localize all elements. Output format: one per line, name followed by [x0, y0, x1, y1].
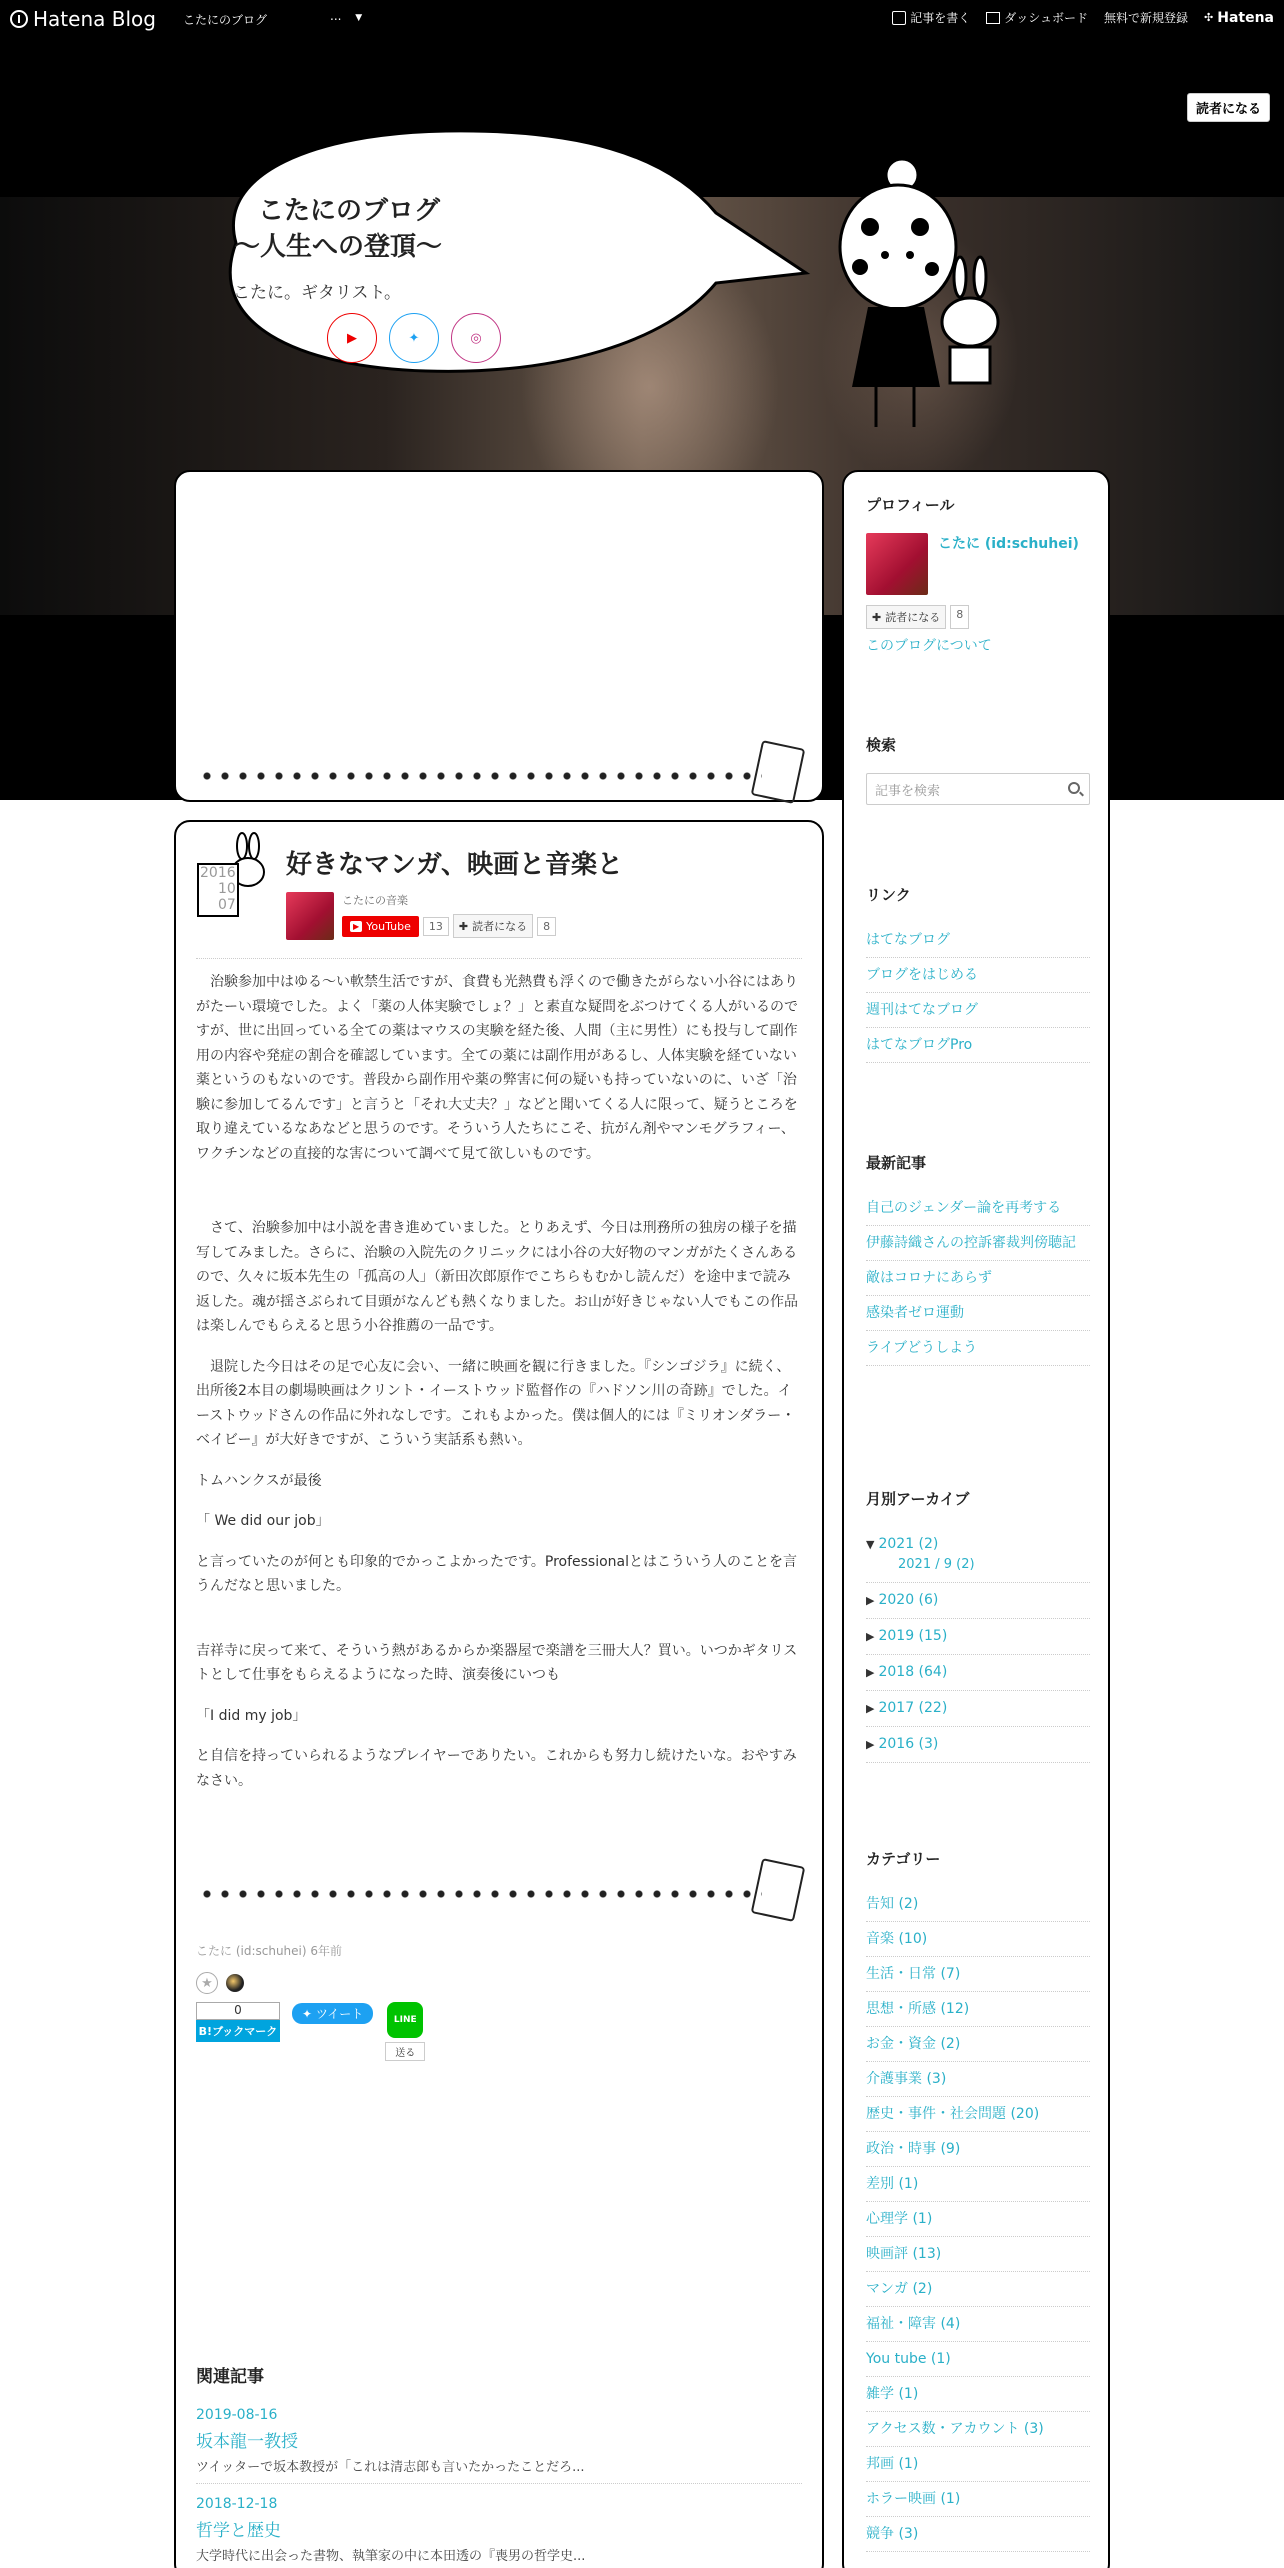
header-blog-name[interactable]: こたにのブログ	[183, 13, 268, 27]
category-item[interactable]: 生活・日常 (7)	[866, 1957, 1090, 1992]
hatena-logo-icon	[10, 10, 28, 28]
category-item[interactable]: 告知 (2)	[866, 1887, 1090, 1922]
search-heading: 検索	[866, 736, 897, 754]
profile-module	[866, 494, 1090, 655]
category-item[interactable]: 映画評 (13)	[866, 2237, 1090, 2272]
links-heading: リンク	[866, 886, 911, 904]
profile-subscriber-count: 8	[950, 605, 969, 629]
entry-title[interactable]: 好きなマンガ、映画と音楽と	[286, 850, 623, 880]
related-title[interactable]: 坂本龍一教授	[196, 2432, 298, 2452]
dashboard-label: ダッシュボード	[1004, 11, 1088, 25]
related-entries	[196, 2362, 802, 2568]
archive-month[interactable]: 2021 / 9 (2)	[898, 1557, 975, 1572]
youtube-label: YouTube	[366, 919, 411, 933]
speech-bubble	[196, 113, 816, 383]
dotted-divider	[198, 1890, 762, 1898]
bookmark-count: 0	[196, 2002, 280, 2020]
triangle-down-icon: ▼	[866, 1538, 875, 1551]
blog-title[interactable]	[234, 193, 442, 265]
hatena-label: Hatena	[1217, 9, 1274, 26]
instagram-icon[interactable]: ◎	[451, 313, 501, 363]
category-item[interactable]: 邦画 (1)	[866, 2447, 1090, 2482]
write-label: 記事を書く	[910, 11, 971, 25]
related-excerpt: 大学時代に出会った書物、執筆家の中に本田透の『喪男の哲学史...	[196, 2549, 586, 2564]
tag-icon	[751, 740, 806, 804]
related-date[interactable]: 2018-12-18	[196, 2496, 278, 2512]
triangle-right-icon: ▶	[866, 1666, 875, 1679]
character-illustration	[790, 147, 1070, 447]
blog-title-line1: こたにのブログ	[258, 196, 441, 226]
recent-entries-module	[866, 1152, 1090, 1366]
archive-year[interactable]	[866, 1655, 1090, 1691]
archive-year[interactable]	[866, 1619, 1090, 1655]
entry-paragraph: 「I did my job」	[196, 1707, 307, 1724]
profile-name[interactable]: こたに (id:schuhei)	[938, 536, 1079, 552]
entry-paragraph: 「 We did our job」	[196, 1513, 330, 1529]
archive-year[interactable]	[866, 1691, 1090, 1727]
entry-subscribe-button[interactable]	[453, 914, 533, 938]
category-item[interactable]: ホラー映画 (1)	[866, 2482, 1090, 2517]
profile-avatar[interactable]	[866, 533, 928, 595]
ad-area	[174, 470, 824, 802]
profile-subscribe-row	[866, 605, 1090, 629]
about-blog-link[interactable]: このブログについて	[866, 638, 992, 654]
category-item[interactable]: You tube (1)	[866, 2342, 1090, 2377]
related-excerpt: ツイッターで坂本教授が「これは清志郎も言いたかったことだろ...	[196, 2460, 585, 2475]
hatena-star-icon: ✣	[1204, 11, 1214, 24]
entry-meta-right	[342, 892, 556, 940]
youtube-play-icon: ▶	[350, 921, 362, 932]
profile-subscribe-label: 読者になる	[885, 611, 941, 624]
star-user-avatar[interactable]	[226, 1974, 244, 1992]
entry-content	[196, 970, 802, 1809]
categories-heading: カテゴリー	[866, 1850, 941, 1868]
archive-module	[866, 1488, 1090, 1763]
recent-item[interactable]: 伊藤詩織さんの控訴審裁判傍聴記	[866, 1226, 1090, 1261]
plus-icon: ✚	[872, 610, 882, 624]
pencil-icon	[892, 11, 906, 25]
category-item[interactable]: 福祉・障害 (4)	[866, 2307, 1090, 2342]
recent-item[interactable]: 感染者ゼロ運動	[866, 1296, 1090, 1331]
recent-list	[866, 1191, 1090, 1366]
line-label: LINE	[393, 2015, 417, 2025]
signup-link[interactable]: 無料で新規登録	[1104, 11, 1189, 25]
link-item[interactable]: はてなブログ	[866, 923, 1090, 958]
entry	[174, 820, 824, 2568]
add-star-icon[interactable]: ★	[196, 1972, 218, 1994]
dotted-divider	[198, 772, 762, 780]
category-item[interactable]: マンガ (2)	[866, 2272, 1090, 2307]
category-item[interactable]: アクセス数・アカウント (3)	[866, 2412, 1090, 2447]
dashboard-icon	[986, 12, 1000, 24]
categories-list	[866, 1887, 1090, 2552]
profile-subscribe-button[interactable]	[866, 605, 946, 629]
archive-year-label: 2021 (2)	[878, 1536, 939, 1552]
entry-meta	[286, 892, 556, 940]
profile-heading: プロフィール	[866, 496, 955, 514]
links-module	[866, 884, 1090, 1063]
link-item[interactable]: 週刊はてなブログ	[866, 993, 1090, 1028]
entry-subscriber-count: 8	[537, 917, 556, 936]
entry-paragraph: さて、治験参加中は小説を書き進めていました。とりあえず、今日は刑務所の独房の様子を描写してみました。さらに、治験の入院先のクリニックには小谷の大好物のマンガがたくさんあるので、久々に坂本先生の「孤高の人」（新田次郎原作でこちらもむかし読んだ）を途中まで読み返した。魂が揺さぶられて目頭がなんども熱くなりました。お山が好きじゃない人でもこの作品は楽しんでもらえると思う小谷推薦の一品です。	[196, 1220, 798, 1334]
entry-date-year: 2016	[200, 865, 236, 881]
archive-year-label: 2017 (22)	[878, 1700, 948, 1716]
related-title[interactable]: 哲学と歴史	[196, 2521, 281, 2541]
search-input[interactable]	[866, 773, 1090, 805]
links-list	[866, 923, 1090, 1063]
triangle-right-icon: ▶	[866, 1738, 875, 1751]
archive-year-label: 2020 (6)	[878, 1592, 939, 1608]
entry-paragraph: と自信を持っていられるようなプレイヤーでありたい。これからも努力し続けたいな。おやすみなさい。	[196, 1748, 797, 1789]
category-item[interactable]: 差別 (1)	[866, 2167, 1090, 2202]
line-icon	[387, 2002, 423, 2038]
search-placeholder: 記事を検索	[875, 784, 941, 799]
entry-buttons	[342, 914, 556, 938]
logo-text: Hatena Blog	[33, 7, 156, 31]
subscribe-button[interactable]: 読者になる	[1187, 93, 1270, 122]
recent-item[interactable]: 自己のジェンダー論を再考する	[866, 1191, 1090, 1226]
category-item[interactable]: 思想・所感 (12)	[866, 1992, 1090, 2027]
triangle-right-icon: ▶	[866, 1702, 875, 1715]
category-item[interactable]: 雑学 (1)	[866, 2377, 1090, 2412]
category-item[interactable]: 競争 (3)	[866, 2517, 1090, 2552]
related-item[interactable]	[196, 2496, 802, 2568]
entry-paragraph: 退院した今日はその足で心友に会い、一緒に映画を観に行きました。『シンゴジラ』に続く、出所後2本目の劇場映画はクリント・イーストウッド監督作の『ハドソン川の奇跡』でした。イーストウッドさんの作品に外れなしです。これもよかった。僕は個人的には『ミリオンダラー・ベイビー』が大好きですが、こういう実話系も熱い。	[196, 1358, 796, 1448]
recent-item[interactable]: ライブどうしよう	[866, 1331, 1090, 1366]
entry-divider	[196, 958, 802, 959]
blog-title-line2: 〜人生への登頂〜	[234, 232, 443, 262]
entry-paragraph: トムハンクスが最後	[196, 1472, 322, 1489]
archive-year-open[interactable]	[866, 1527, 1090, 1583]
category-item[interactable]: 政治・時事 (9)	[866, 2132, 1090, 2167]
entry-paragraph: 治験参加中はゆる〜い軟禁生活ですが、食費も光熱費も浮くので働きたがらない小谷にはありがたーい環境でした。よく「薬の人体実験でしょ？」と素直な疑問をぶつけてくる人がいるのですが、世に出回っている全ての薬はマウスの実験を経た後、人間（主に男性）にも投与して副作用の内容や発症の割合を確認しています。全ての薬には副作用があるし、人体実験を経ていない薬というのもないのです。普段から副作用や薬の弊害に何の疑いも持っていないのに、いざ「治験に参加してるんです」と言うと「それ大丈夫？」などと聞いてくる人に限って、疑うところを取り違えているなあなどと思うのです。そういう人たちにこそ、抗がん剤やマンモグラフィー、ワクチンなどの直接的な害について調べて見て欲しいものです。	[196, 974, 798, 1162]
category-item[interactable]: 歴史・事件・社会問題 (20)	[866, 2097, 1090, 2132]
youtube-icon[interactable]: ▶	[327, 313, 377, 363]
search-module	[866, 734, 1090, 805]
entry-paragraph: 吉祥寺に戻って来て、そういう熱があるからか楽器屋で楽譜を三冊大人？買い。いつかギタリストとして仕事をもらえるようになった時、演奏後にいつも	[196, 1642, 798, 1683]
share-buttons	[196, 2002, 425, 2061]
author-avatar[interactable]	[286, 892, 334, 940]
entry-date-month: 10	[218, 881, 236, 897]
entry-subscribe-label: 読者になる	[472, 920, 528, 933]
triangle-right-icon: ▶	[866, 1630, 875, 1643]
hatena-link[interactable]	[1204, 10, 1274, 26]
recent-item[interactable]: 敵はコロナにあらず	[866, 1261, 1090, 1296]
plus-icon: ✚	[458, 919, 469, 933]
archive-year[interactable]	[866, 1727, 1090, 1763]
header-nav	[892, 9, 1274, 26]
categories-module	[866, 1848, 1090, 2552]
global-header	[0, 0, 1284, 37]
more-menu[interactable]	[330, 9, 362, 23]
profile-row	[866, 533, 1090, 595]
link-item[interactable]: はてなブログPro	[866, 1028, 1090, 1063]
entry-date-badge[interactable]	[196, 844, 268, 934]
related-heading: 関連記事	[196, 2367, 264, 2387]
dashboard-link[interactable]	[986, 9, 1088, 26]
entry-paragraph: と言っていたのが何とも印象的でかっこよかったです。Professionalとはこういう人のことを言うんだなと思いました。	[196, 1553, 798, 1594]
tag-icon	[751, 1858, 806, 1922]
entry-date-day: 07	[218, 897, 236, 913]
archive-year-label: 2019 (15)	[878, 1628, 948, 1644]
sidebar	[842, 470, 1110, 2568]
star-area	[196, 1972, 244, 1994]
category-item[interactable]: 音楽 (10)	[866, 1922, 1090, 1957]
search-icon[interactable]	[1068, 782, 1080, 794]
line-share-button[interactable]	[385, 2002, 425, 2061]
link-item[interactable]: ブログをはじめる	[866, 958, 1090, 993]
tweet-label: ツイート	[315, 2007, 364, 2021]
category-item[interactable]: 介護事業 (3)	[866, 2062, 1090, 2097]
tweet-button[interactable]	[292, 2003, 373, 2024]
twitter-bird-icon: ✦	[302, 2007, 313, 2021]
hatena-blog-logo[interactable]	[10, 7, 156, 31]
category-item[interactable]: お金・資金 (2)	[866, 2027, 1090, 2062]
line-send-label: 送る	[385, 2042, 425, 2061]
youtube-subscribe-button[interactable]	[342, 916, 419, 937]
archive-year[interactable]	[866, 1583, 1090, 1619]
youtube-count: 13	[423, 917, 449, 936]
recent-heading: 最新記事	[866, 1154, 927, 1172]
related-item[interactable]	[196, 2407, 802, 2484]
archive-year-label: 2018 (64)	[878, 1664, 948, 1680]
archive-year-label: 2016 (3)	[878, 1736, 939, 1752]
caret-down-icon: ▼	[355, 13, 363, 23]
triangle-right-icon: ▶	[866, 1594, 875, 1607]
archive-list	[866, 1527, 1090, 1763]
twitter-icon[interactable]: ✦	[389, 313, 439, 363]
more-text: ...	[330, 9, 342, 23]
related-date[interactable]: 2019-08-16	[196, 2407, 278, 2423]
entry-author-line[interactable]: こたに (id:schuhei) 6年前	[196, 1944, 343, 1958]
write-entry-link[interactable]	[892, 9, 970, 26]
blog-description: こたに。ギタリスト。	[233, 283, 401, 303]
bookmark-label: B!ブックマーク	[196, 2020, 280, 2042]
category-item[interactable]: 心理学 (1)	[866, 2202, 1090, 2237]
hatena-bookmark-button[interactable]	[196, 2002, 280, 2042]
archive-heading: 月別アーカイブ	[866, 1490, 970, 1508]
entry-category[interactable]: こたにの音楽	[342, 894, 408, 907]
